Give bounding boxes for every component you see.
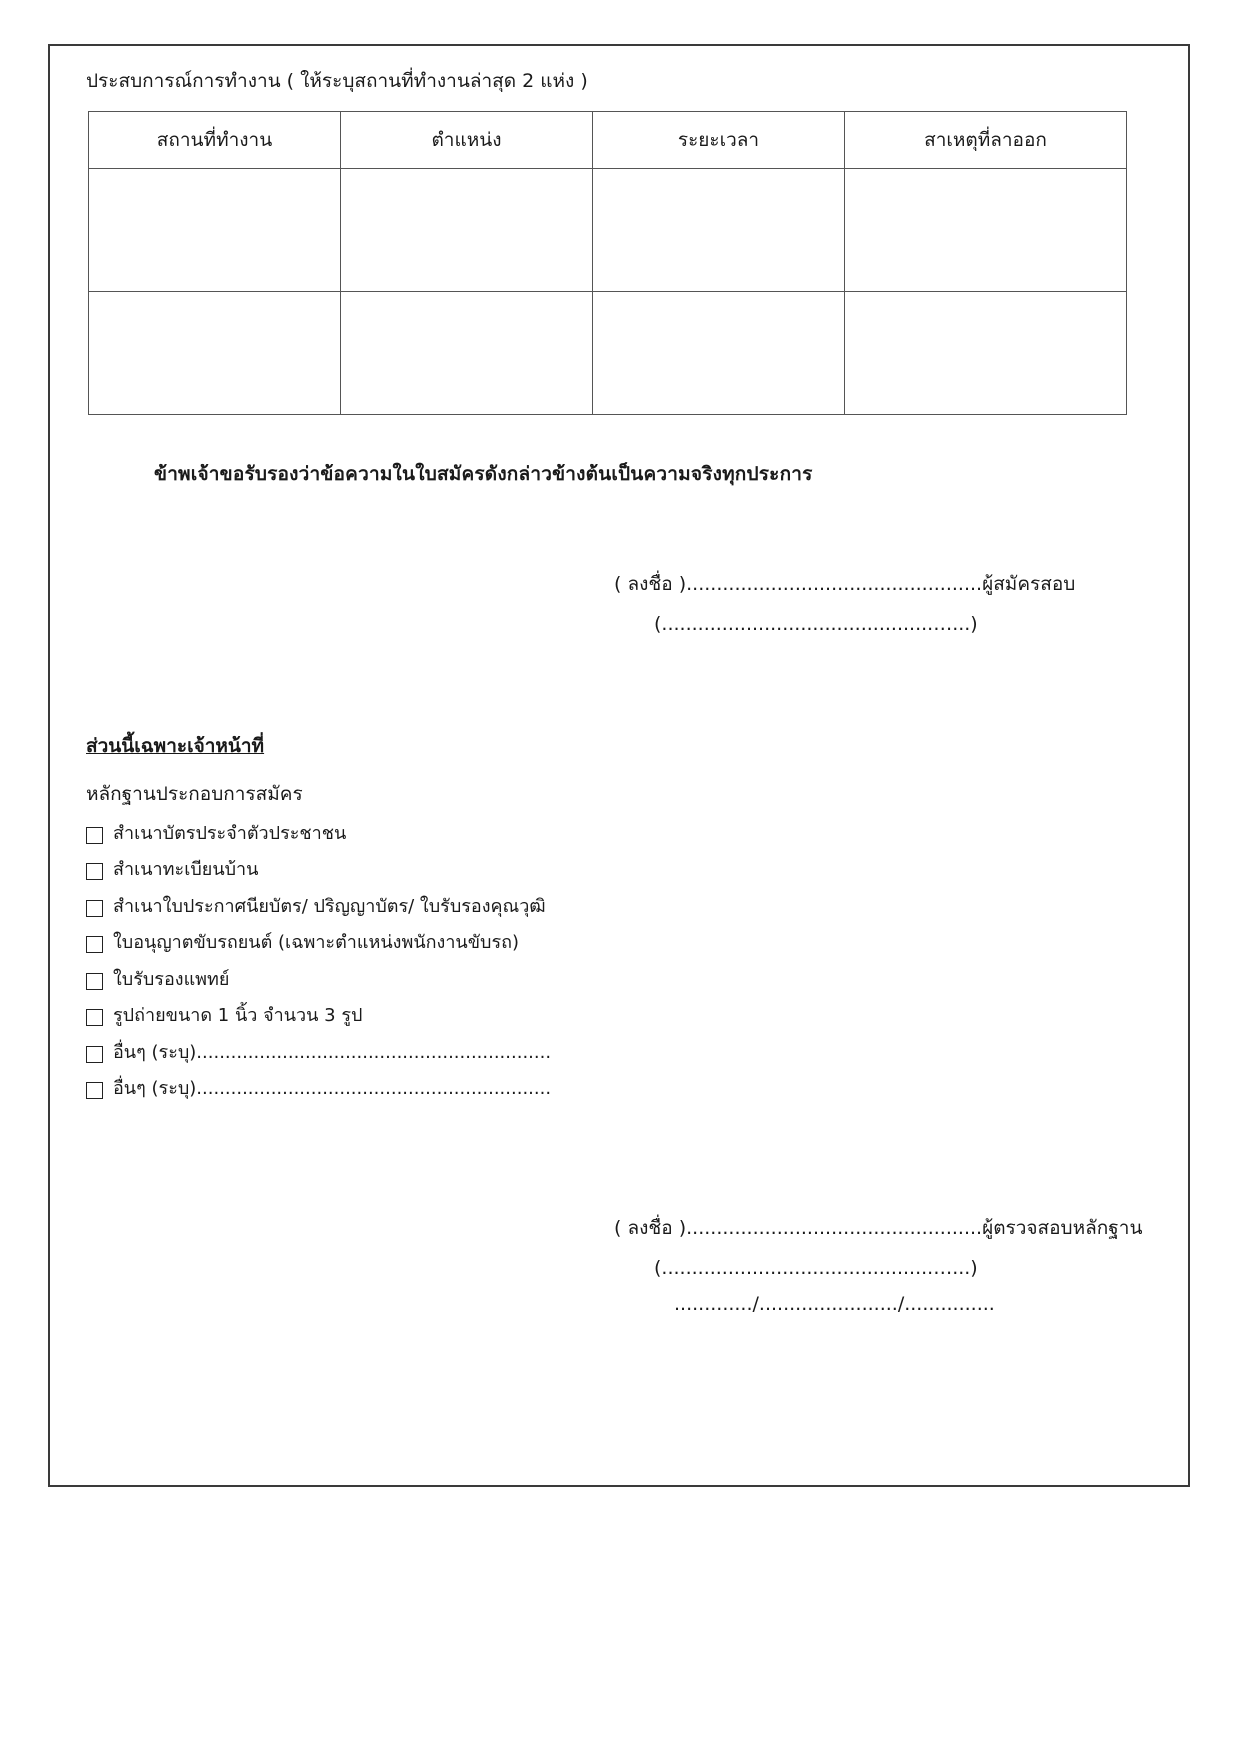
list-item[interactable] xyxy=(86,859,1164,882)
table-row xyxy=(89,291,1127,414)
list-item[interactable] xyxy=(86,1078,1164,1101)
evidence-label: หลักฐานประกอบการสมัคร xyxy=(86,782,303,805)
applicant-name-line[interactable]: (.............................................…...) xyxy=(654,612,978,635)
checklist-label: สำเนาทะเบียนบ้าน xyxy=(113,859,259,881)
verifier-signature-block xyxy=(74,1213,1164,1315)
column-header-position: ตำแหน่ง xyxy=(341,111,593,168)
cell-duration[interactable] xyxy=(593,168,845,291)
cell-reason[interactable] xyxy=(845,291,1127,414)
checklist-label: สำเนาใบประกาศนียบัตร/ ปริญญาบัตร/ ใบรับรองคุณวุฒิ xyxy=(113,895,546,917)
cell-duration[interactable] xyxy=(593,291,845,414)
checkbox-icon[interactable] xyxy=(86,936,103,953)
checkbox-icon[interactable] xyxy=(86,1009,103,1026)
checkbox-icon[interactable] xyxy=(86,1046,103,1063)
form-page xyxy=(48,44,1190,1487)
checklist-label: รูปถ่ายขนาด 1 นิ้ว จำนวน 3 รูป xyxy=(113,1005,363,1027)
list-item[interactable] xyxy=(86,932,1164,955)
cell-workplace[interactable] xyxy=(89,291,341,414)
list-item[interactable] xyxy=(86,969,1164,992)
checklist-label: ใบรับรองแพทย์ xyxy=(113,968,230,990)
column-header-workplace: สถานที่ทำงาน xyxy=(89,111,341,168)
list-item[interactable] xyxy=(86,896,1164,919)
cell-reason[interactable] xyxy=(845,168,1127,291)
cell-position[interactable] xyxy=(341,291,593,414)
officer-section-heading: ส่วนนี้เฉพาะเจ้าหน้าที่ xyxy=(86,734,265,757)
checkbox-icon[interactable] xyxy=(86,973,103,990)
checkbox-icon[interactable] xyxy=(86,900,103,917)
verifier-name-line[interactable]: (.............................................…...) xyxy=(654,1256,978,1279)
checklist-label[interactable]: อื่นๆ (ระบุ).............................................................. xyxy=(113,1041,552,1063)
checkbox-icon[interactable] xyxy=(86,1082,103,1099)
checklist-label: สำเนาบัตรประจำตัวประชาชน xyxy=(113,822,347,844)
column-header-reason-for-leaving: สาเหตุที่ลาออก xyxy=(845,111,1127,168)
checkbox-icon[interactable] xyxy=(86,827,103,844)
cell-position[interactable] xyxy=(341,168,593,291)
applicant-signature-block xyxy=(74,569,1164,635)
table-header-row xyxy=(89,111,1127,168)
column-header-duration: ระยะเวลา xyxy=(593,111,845,168)
verifier-date-line[interactable]: ............./......................./............... xyxy=(674,1292,995,1315)
checklist-label[interactable]: อื่นๆ (ระบุ).............................................................. xyxy=(113,1078,552,1100)
certification-statement: ข้าพเจ้าขอรับรองว่าข้อความในใบสมัครดังกล่าวข้างต้นเป็นความจริงทุกประการ xyxy=(154,462,813,485)
list-item[interactable] xyxy=(86,1005,1164,1028)
work-experience-table xyxy=(88,111,1127,415)
experience-section-title: ประสบการณ์การทำงาน ( ให้ระบุสถานที่ทำงานล่าสุด 2 แห่ง ) xyxy=(86,70,588,92)
applicant-signature-line[interactable]: ( ลงชื่อ ).................................................ผู้สมัครสอบ xyxy=(614,572,1076,595)
evidence-checklist xyxy=(86,823,1164,1101)
verifier-signature-line[interactable]: ( ลงชื่อ ).................................................ผู้ตรวจสอบหลักฐาน xyxy=(614,1216,1143,1239)
table-row xyxy=(89,168,1127,291)
list-item[interactable] xyxy=(86,823,1164,846)
checklist-label: ใบอนุญาตขับรถยนต์ (เฉพาะตำแหน่งพนักงานขับรถ) xyxy=(113,932,520,954)
checkbox-icon[interactable] xyxy=(86,863,103,880)
list-item[interactable] xyxy=(86,1042,1164,1065)
cell-workplace[interactable] xyxy=(89,168,341,291)
form-page-inner xyxy=(50,46,1188,1485)
